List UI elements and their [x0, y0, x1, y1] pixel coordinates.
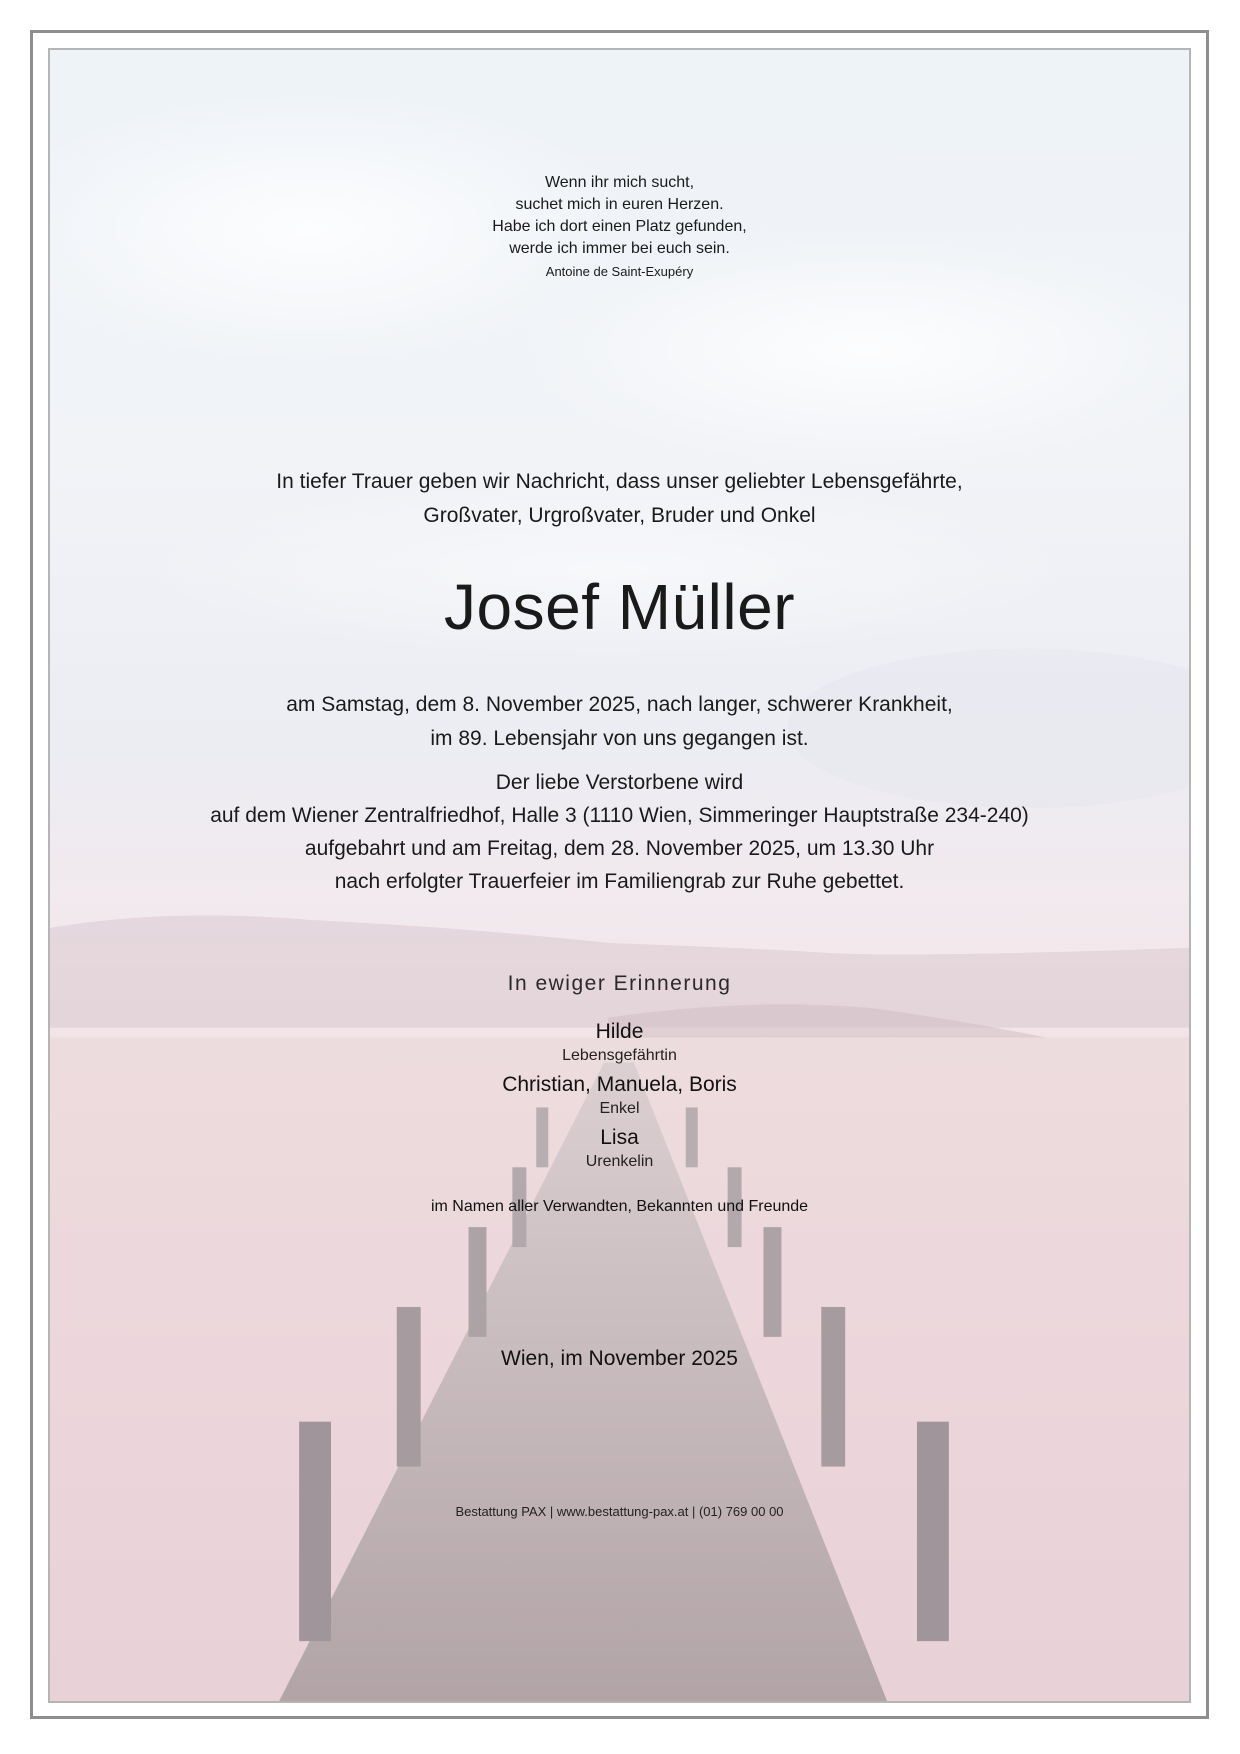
- deceased-name: Josef Müller: [444, 571, 795, 643]
- quote-line: Wenn ihr mich sucht,: [544, 174, 695, 191]
- quote-author: Antoine de Saint-Exupéry: [545, 264, 694, 279]
- funeral-home-footer: Bestattung PAX | www.bestattung-pax.at | (01) 769 00 00: [455, 1504, 784, 1519]
- remembrance-heading: In ewiger Erinnerung: [507, 972, 732, 995]
- mourner-role: Urenkelin: [585, 1153, 654, 1170]
- quote-line: Habe ich dort einen Platz gefunden,: [492, 218, 747, 235]
- mourner-name: Lisa: [600, 1126, 639, 1149]
- death-notice-line: im 89. Lebensjahr von uns gegangen ist.: [430, 727, 809, 750]
- relatives-note: im Namen aller Verwandten, Bekannten und Freunde: [430, 1198, 809, 1215]
- funeral-line: nach erfolgter Trauerfeier im Familiengrab zur Ruhe gebettet.: [334, 870, 905, 893]
- notice-content: [50, 50, 1189, 1701]
- mourner-name: Hilde: [595, 1020, 644, 1043]
- mourner-name: Christian, Manuela, Boris: [502, 1073, 737, 1096]
- quote-line: werde ich immer bei euch sein.: [509, 240, 730, 257]
- death-notice-line: am Samstag, dem 8. November 2025, nach langer, schwerer Krankheit,: [286, 693, 953, 716]
- quote-line: suchet mich in euren Herzen.: [515, 196, 724, 213]
- place-date: Wien, im November 2025: [501, 1347, 738, 1370]
- notice-card: [48, 48, 1191, 1703]
- intro-line: In tiefer Trauer geben wir Nachricht, dass unser geliebter Lebensgefährte,: [276, 470, 963, 493]
- mourner-role: Lebensgefährtin: [562, 1047, 677, 1064]
- funeral-line: aufgebahrt und am Freitag, dem 28. November 2025, um 13.30 Uhr: [304, 837, 935, 860]
- intro-line: Großvater, Urgroßvater, Bruder und Onkel: [423, 504, 816, 527]
- mourner-role: Enkel: [599, 1100, 640, 1117]
- funeral-line: Der liebe Verstorbene wird: [495, 771, 744, 794]
- funeral-line: auf dem Wiener Zentralfriedhof, Halle 3 (1110 Wien, Simmeringer Hauptstraße 234-240): [210, 804, 1029, 827]
